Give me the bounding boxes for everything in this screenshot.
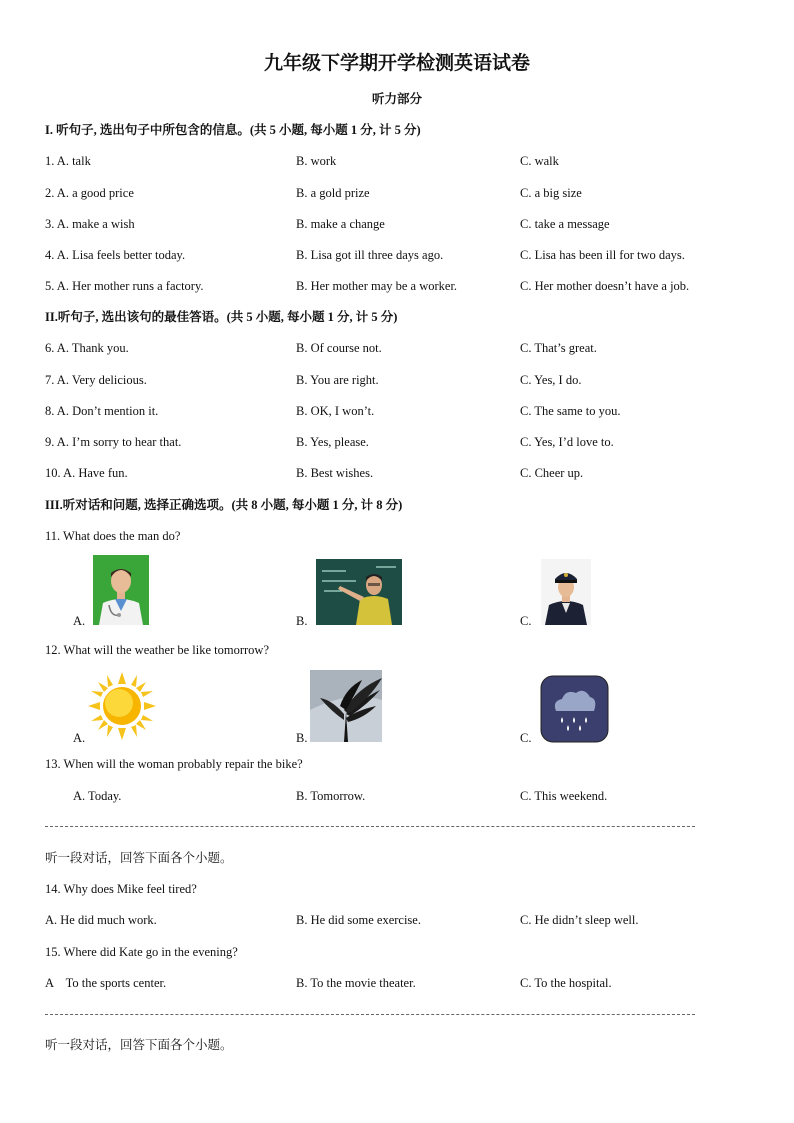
q9-option-a: 9. A. I’m sorry to hear that. xyxy=(45,435,182,449)
q8-option-a: 8. A. Don’t mention it. xyxy=(45,404,159,418)
q5-option-c: C. Her mother doesn’t have a job. xyxy=(520,279,690,293)
q4-option-c: C. Lisa has been ill for two days. xyxy=(520,248,685,262)
windy-tree-image xyxy=(310,670,382,742)
q14-option-a: A. He did much work. xyxy=(45,913,157,927)
page-subtitle: 听力部分 xyxy=(371,92,422,106)
q15-question: 15. Where did Kate go in the evening? xyxy=(45,945,238,959)
q13-option-a: A. Today. xyxy=(73,789,122,803)
q11-question: 11. What does the man do? xyxy=(45,529,181,543)
q13-option-b: B. Tomorrow. xyxy=(296,789,366,803)
q7-option-b: B. You are right. xyxy=(296,373,379,387)
q15-option-b: B. To the movie theater. xyxy=(296,976,416,990)
instruction-listen-1: 听一段对话，回答下面各个小题。 xyxy=(45,851,233,865)
q1-option-a: 1. A. talk xyxy=(45,154,91,168)
q3-option-b: B. make a change xyxy=(296,217,385,231)
doctor-image xyxy=(93,555,149,625)
instruction-listen-2: 听一段对话，回答下面各个小题。 xyxy=(45,1038,233,1052)
q6-option-a: 6. A. Thank you. xyxy=(45,341,129,355)
q4-option-b: B. Lisa got ill three days ago. xyxy=(296,248,444,262)
q11-label-a: A. xyxy=(73,614,86,628)
q1-option-c: C. walk xyxy=(520,154,559,168)
q10-option-c: C. Cheer up. xyxy=(520,466,584,480)
section2-heading: II.听句子, 选出该句的最佳答语。(共 5 小题, 每小题 1 分, 计 5 分) xyxy=(45,310,398,324)
q9-option-c: C. Yes, I’d love to. xyxy=(520,435,614,449)
q10-option-b: B. Best wishes. xyxy=(296,466,374,480)
q14-option-b: B. He did some exercise. xyxy=(296,913,421,927)
section-divider xyxy=(45,1014,695,1015)
q13-option-c: C. This weekend. xyxy=(520,789,608,803)
q5-option-b: B. Her mother may be a worker. xyxy=(296,279,458,293)
q4-option-a: 4. A. Lisa feels better today. xyxy=(45,248,186,262)
rain-cloud-icon xyxy=(540,675,609,743)
q6-option-b: B. Of course not. xyxy=(296,341,382,355)
q15-option-c: C. To the hospital. xyxy=(520,976,612,990)
q12-label-b: B. xyxy=(296,731,308,745)
section1-heading: I. 听句子, 选出句子中所包含的信息。(共 5 小题, 每小题 1 分, 计 5 分) xyxy=(45,123,421,137)
q8-option-b: B. OK, I won’t. xyxy=(296,404,375,418)
q2-option-b: B. a gold prize xyxy=(296,186,370,200)
q15-option-a: A To the sports center. xyxy=(45,976,167,990)
q2-option-a: 2. A. a good price xyxy=(45,186,134,200)
q9-option-b: B. Yes, please. xyxy=(296,435,369,449)
section-divider xyxy=(45,826,695,827)
q12-label-c: C. xyxy=(520,731,532,745)
q10-option-a: 10. A. Have fun. xyxy=(45,466,128,480)
q3-option-a: 3. A. make a wish xyxy=(45,217,135,231)
q14-question: 14. Why does Mike feel tired? xyxy=(45,882,197,896)
q12-label-a: A. xyxy=(73,731,86,745)
q2-option-c: C. a big size xyxy=(520,186,582,200)
police-officer-image xyxy=(541,559,591,625)
q8-option-c: C. The same to you. xyxy=(520,404,621,418)
teacher-image xyxy=(316,559,402,625)
q11-label-b: B. xyxy=(296,614,308,628)
section3-heading: III.听对话和问题, 选择正确选项。(共 8 小题, 每小题 1 分, 计 8 分) xyxy=(45,498,403,512)
q1-option-b: B. work xyxy=(296,154,337,168)
q3-option-c: C. take a message xyxy=(520,217,610,231)
q6-option-c: C. That’s great. xyxy=(520,341,597,355)
q11-label-c: C. xyxy=(520,614,532,628)
sun-icon xyxy=(86,670,158,742)
q5-option-a: 5. A. Her mother runs a factory. xyxy=(45,279,204,293)
q12-question: 12. What will the weather be like tomorrow? xyxy=(45,643,270,657)
q14-option-c: C. He didn’t sleep well. xyxy=(520,913,639,927)
page-title: 九年级下学期开学检测英语试卷 xyxy=(263,53,530,74)
q7-option-c: C. Yes, I do. xyxy=(520,373,582,387)
q13-question: 13. When will the woman probably repair the bike? xyxy=(45,757,303,771)
q7-option-a: 7. A. Very delicious. xyxy=(45,373,147,387)
